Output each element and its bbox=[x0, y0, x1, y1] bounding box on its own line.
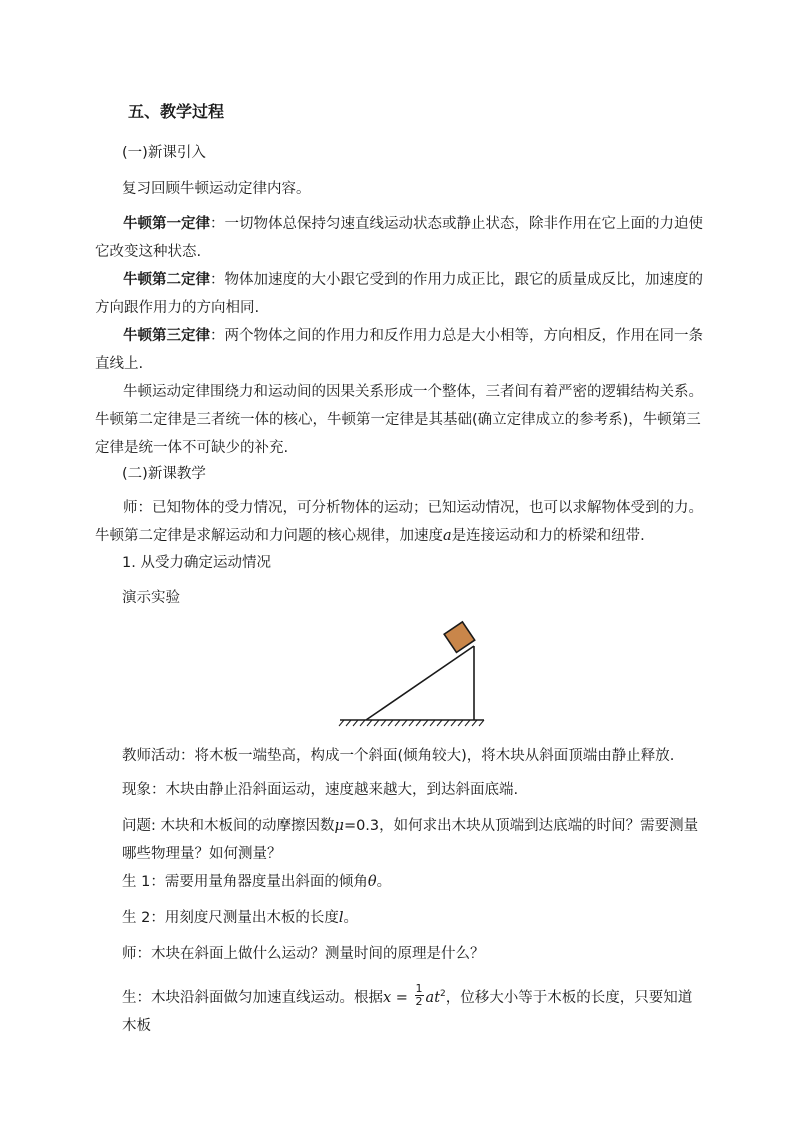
hatch-mark bbox=[472, 720, 477, 726]
question-text-b: =0.3，如何求出木块从顶端到达底端的时间？需要测量哪些物理量？如何测量？ bbox=[122, 818, 699, 862]
student3-text-a: 生：木块沿斜面做匀加速直线运动。根据 bbox=[122, 989, 383, 1006]
student1-text-b: 。 bbox=[376, 874, 392, 890]
formula-exponent: 2 bbox=[440, 989, 446, 999]
hatch-mark bbox=[381, 720, 386, 726]
hatch-mark bbox=[423, 720, 428, 726]
hatch-mark bbox=[451, 720, 456, 726]
law1-paragraph bbox=[95, 210, 705, 266]
hatch-mark bbox=[353, 720, 358, 726]
formula-lhs: x = bbox=[383, 989, 413, 1006]
ground-hatching bbox=[339, 720, 484, 726]
student1-text-a: 生 1：需要用量角器度量出斜面的倾角 bbox=[122, 874, 368, 890]
phenomenon: 现象：木块由静止沿斜面运动，速度越来越大，到达斜面底端. bbox=[122, 782, 519, 798]
law2-title: 牛顿第二定律 bbox=[123, 272, 210, 288]
hatch-mark bbox=[395, 720, 400, 726]
acceleration-variable: a bbox=[443, 528, 452, 544]
teacher-intro-text-a: 师：已知物体的受力情况，可分析物体的运动；已知运动情况，也可以求解物体受到的力。牛顿第二定律是求解运动和力问题的核心规律，加速度 bbox=[95, 500, 703, 544]
section1-label: (一)新课引入 bbox=[122, 145, 206, 161]
hatch-mark bbox=[339, 720, 344, 726]
teacher-intro-paragraph bbox=[95, 494, 705, 550]
teacher-activity: 教师活动：将木板一端垫高，构成一个斜面(倾角较大)，将木块从斜面顶端由静止释放. bbox=[122, 748, 675, 764]
student1-answer bbox=[122, 868, 702, 896]
hatch-mark bbox=[416, 720, 421, 726]
student2-answer bbox=[122, 904, 702, 932]
summary-paragraph: 牛顿运动定律围绕力和运动间的因果关系形成一个整体，三者间有着严密的逻辑结构关系。牛顿第二定律是三者统一体的核心，牛顿第一定律是其基础(确立定律成立的参考系)，牛顿第三定律是统一体不可缺少的补充. bbox=[95, 384, 703, 456]
section2-label: (二)新课教学 bbox=[122, 466, 206, 482]
law1-title: 牛顿第一定律 bbox=[123, 216, 210, 232]
hatch-mark bbox=[444, 720, 449, 726]
hatch-mark bbox=[346, 720, 351, 726]
question-paragraph bbox=[122, 812, 702, 868]
section-heading: 五、教学过程 bbox=[128, 102, 225, 121]
mu-variable: μ bbox=[334, 818, 344, 834]
student2-text-b: 。 bbox=[343, 910, 358, 926]
law3-text: ：两个物体之间的作用力和反作用力总是大小相等，方向相反，作用在同一条直线上. bbox=[95, 328, 703, 372]
hatch-mark bbox=[437, 720, 442, 726]
hatch-mark bbox=[360, 720, 365, 726]
hatch-mark bbox=[388, 720, 393, 726]
incline-diagram bbox=[338, 616, 488, 728]
hatch-mark bbox=[479, 720, 484, 726]
review-paragraph: 复习回顾牛顿运动定律内容。 bbox=[122, 181, 311, 197]
hatch-mark bbox=[458, 720, 463, 726]
hatch-mark bbox=[430, 720, 435, 726]
item1-heading: 1. 从受力确定运动情况 bbox=[122, 555, 271, 571]
student3-answer bbox=[122, 980, 702, 1040]
teacher-intro-text-b: 是连接运动和力的桥梁和纽带. bbox=[451, 528, 645, 544]
hatch-mark bbox=[402, 720, 407, 726]
student2-text-a: 生 2：用刻度尺测量出木板的长度 bbox=[122, 910, 339, 926]
formula-fraction bbox=[415, 983, 424, 1008]
length-variable: l bbox=[338, 910, 344, 926]
law2-paragraph bbox=[95, 266, 705, 322]
incline-board bbox=[366, 646, 474, 720]
hatch-mark bbox=[465, 720, 470, 726]
law3-paragraph bbox=[95, 322, 705, 378]
hatch-mark bbox=[409, 720, 414, 726]
law2-text: ：物体加速度的大小跟它受到的作用力成正比，跟它的质量成反比，加速度的方向跟作用力的方向相同. bbox=[95, 272, 703, 316]
hatch-mark bbox=[374, 720, 379, 726]
question-text-a: 问题: 木块和木板间的动摩擦因数 bbox=[122, 818, 335, 834]
fraction-numerator: 1 bbox=[415, 982, 423, 996]
fraction-denominator: 2 bbox=[415, 995, 423, 1009]
law3-title: 牛顿第三定律 bbox=[123, 328, 210, 344]
law1-text: ：一切物体总保持匀速直线运动状态或静止状态，除非作用在它上面的力迫使它改变这种状态. bbox=[95, 216, 703, 260]
hatch-mark bbox=[367, 720, 372, 726]
formula-rhs: at bbox=[425, 989, 441, 1006]
teacher-question-2: 师：木块在斜面上做什么运动？测量时间的原理是什么？ bbox=[122, 946, 485, 962]
theta-variable: θ bbox=[367, 874, 377, 890]
student3-text-b: ，位移大小等于木板的长度，只要知道木板 bbox=[122, 989, 693, 1034]
demo-label: 演示实验 bbox=[122, 590, 180, 606]
